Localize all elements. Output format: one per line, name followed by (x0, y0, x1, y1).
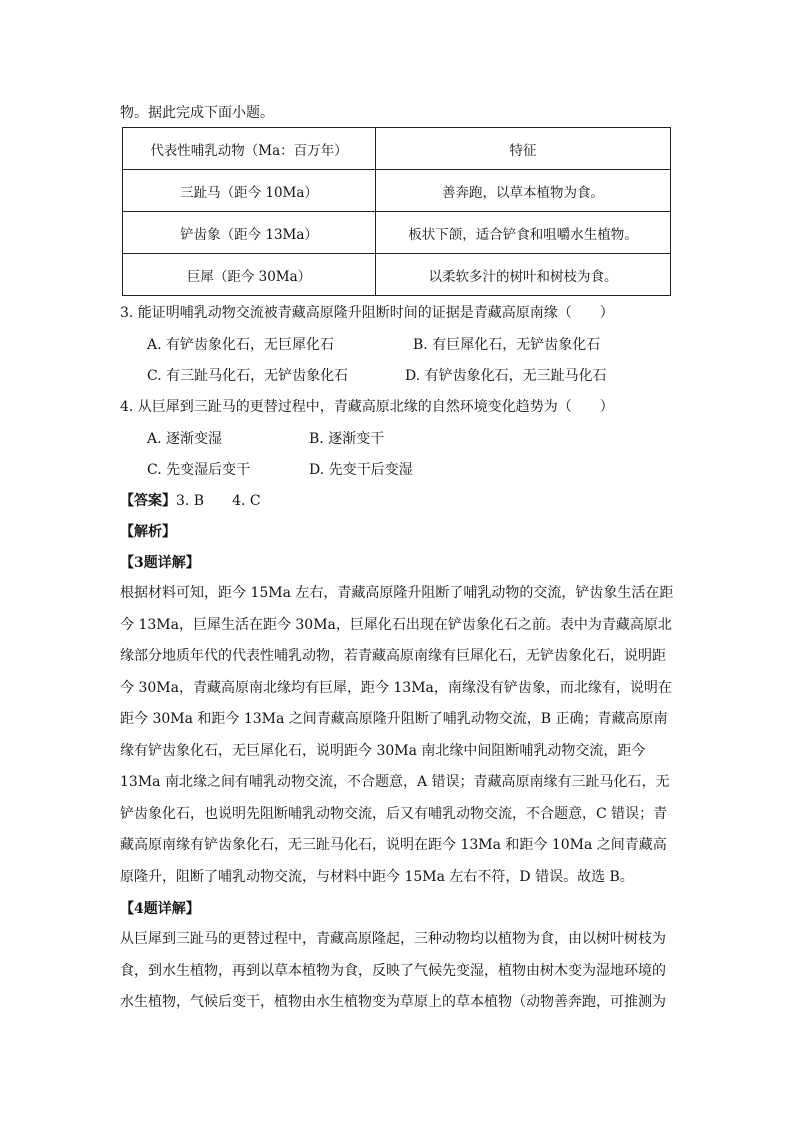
table-cell: 板状下颌，适合铲食和咀嚼水生植物。 (376, 212, 671, 254)
mammal-table (122, 127, 671, 296)
question-4-option-b: B. 逐渐变干 (309, 431, 385, 447)
question-3-option-c: C. 有三趾马化石，无铲齿象化石 (147, 368, 349, 384)
question-4-detail-label: 【4题详解】 (120, 901, 200, 917)
question-4-stem: 4. 从巨犀到三趾马的更替过程中，青藏高原北缘的自然环境变化趋势为（ ） (120, 399, 614, 415)
table-row (123, 170, 671, 212)
table-cell: 以柔软多汁的树叶和树枝为食。 (376, 254, 671, 296)
table-cell: 三趾马（距今 10Ma） (123, 170, 376, 212)
question-4-detail-text: 从巨犀到三趾马的更替过程中，青藏高原隆起，三种动物均以植物为食，由以树叶树枝为食，到水生植物，再到以草本植物为食，反映了气候先变湿，植物由树木变为湿地环境的水生植物，气候后变干，植物由水生植物变为草原上的草本植物（动物善奔跑，可推测为 (120, 931, 666, 1010)
table-row (123, 212, 671, 254)
table-cell: 巨犀（距今 30Ma） (123, 254, 376, 296)
answer-label: 【答案】 (120, 493, 176, 509)
question-3-detail-text: 根据材料可知，距今 15Ma 左右，青藏高原隆升阻断了哺乳动物的交流，铲齿象生活在距今 13Ma，巨犀生活在距今 30Ma，巨犀化石出现在铲齿象化石之前。表中为青藏高原北缘部分地质年代的代表性哺乳动物，若青藏高原南缘有巨犀化石，无铲齿象化石，说明距今 30Ma，青藏高原南北缘均有巨犀，距今 13Ma，南缘没有铲齿象，而北缘有，说明在距今 30Ma 和距今 13Ma 之间青藏高原隆升阻断了哺乳动物交流，B 正确；青藏高原南缘有铲齿象化石，无巨犀化石，说明距今 30Ma 南北缘中间阻断哺乳动物交流，距今 13Ma 南北缘之间有哺乳动物交流，不合题意，A 错误；青藏高原南缘有三趾马化石，无铲齿象化石，也说明先阻断哺乳动物交流，后又有哺乳动物交流，不合题意，C 错误；青藏高原南缘有铲齿象化石，无三趾马化石，说明在距今 13Ma 和距今 10Ma 之间青藏高原隆升，阻断了哺乳动物交流，与材料中距今 15Ma 左右不符，D 错误。故选 B。 (120, 585, 674, 885)
table-header-cell: 特征 (376, 128, 671, 170)
analysis-label: 【解析】 (120, 524, 176, 540)
table-cell: 铲齿象（距今 13Ma） (123, 212, 376, 254)
answer-value: 3. B 4. C (176, 493, 261, 509)
question-3-option-d: D. 有铲齿象化石，无三趾马化石 (405, 368, 607, 384)
question-4-option-c: C. 先变湿后变干 (147, 462, 251, 478)
table-cell: 善奔跑，以草本植物为食。 (376, 170, 671, 212)
answer-line (120, 492, 261, 510)
question-3-detail-label: 【3题详解】 (120, 555, 200, 571)
question-4-option-d: D. 先变干后变湿 (309, 462, 413, 478)
question-3-option-a: A. 有铲齿象化石，无巨犀化石 (147, 337, 335, 353)
question-3-option-b: B. 有巨犀化石，无铲齿象化石 (413, 337, 601, 353)
intro-text: 物。据此完成下面小题。 (120, 105, 274, 121)
table-row (123, 254, 671, 296)
table-header-cell: 代表性哺乳动物（Ma：百万年） (123, 128, 376, 170)
question-4-option-a: A. 逐渐变湿 (147, 431, 223, 447)
question-3-stem: 3. 能证明哺乳动物交流被青藏高原隆升阻断时间的证据是青藏高原南缘（ ） (120, 305, 614, 321)
table-header-row (123, 128, 671, 170)
